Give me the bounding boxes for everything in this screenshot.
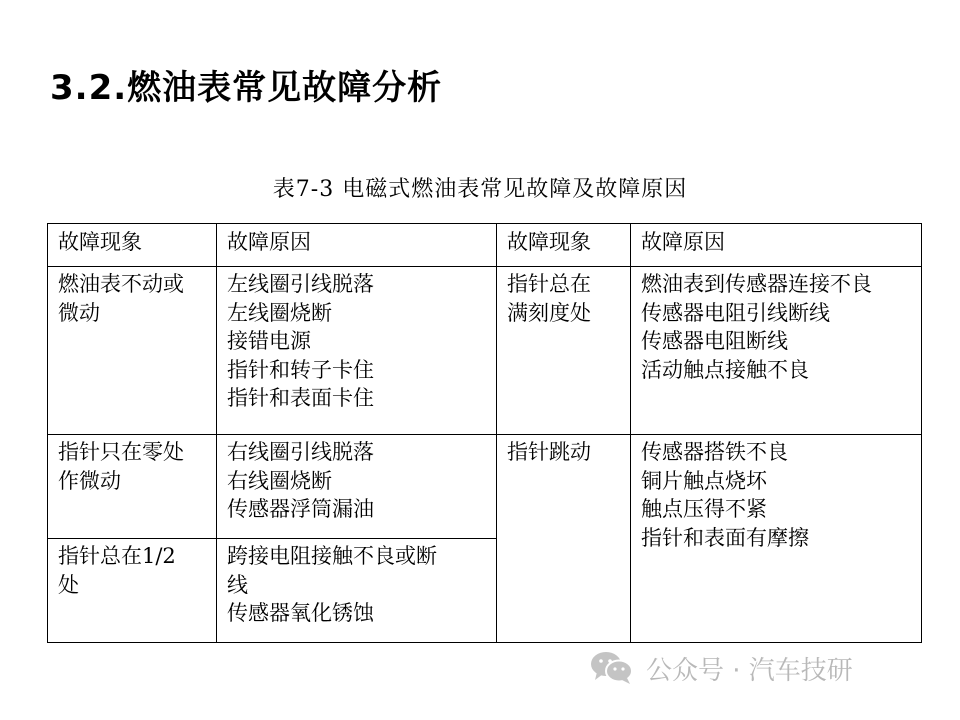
table-caption: 表7-3 电磁式燃油表常见故障及故障原因 [272,177,688,202]
header-cell: 故障现象 [48,224,217,267]
watermark-text: 公众号 · 汽车技研 [646,655,853,686]
cause-cell: 右线圈引线脱落 右线圈烧断 传感器浮筒漏油 [217,435,497,539]
wechat-icon [590,650,634,686]
cause-cell: 左线圈引线脱落 左线圈烧断 接错电源 指针和转子卡住 指针和表面卡住 [217,267,497,435]
symptom-cell: 燃油表不动或 微动 [48,267,217,435]
header-cell: 故障原因 [217,224,497,267]
table-row [48,267,922,435]
symptom-cell: 指针只在零处 作微动 [48,435,217,539]
symptom-cell: 指针总在 满刻度处 [497,267,631,435]
header-cell: 故障现象 [497,224,631,267]
symptom-cell: 指针总在1/2 处 [48,539,217,643]
table-row [48,435,922,539]
header-cell: 故障原因 [631,224,922,267]
table-header-row [48,224,922,267]
cause-cell: 燃油表到传感器连接不良 传感器电阻引线断线 传感器电阻断线 活动触点接触不良 [631,267,922,435]
page-title: 3.2.燃油表常见故障分析 [50,68,443,108]
fault-table [47,223,922,643]
watermark [590,648,853,688]
symptom-cell: 指针跳动 [497,435,631,643]
cause-cell: 跨接电阻接触不良或断 线 传感器氧化锈蚀 [217,539,497,643]
cause-cell: 传感器搭铁不良 铜片触点烧坏 触点压得不紧 指针和表面有摩擦 [631,435,922,643]
